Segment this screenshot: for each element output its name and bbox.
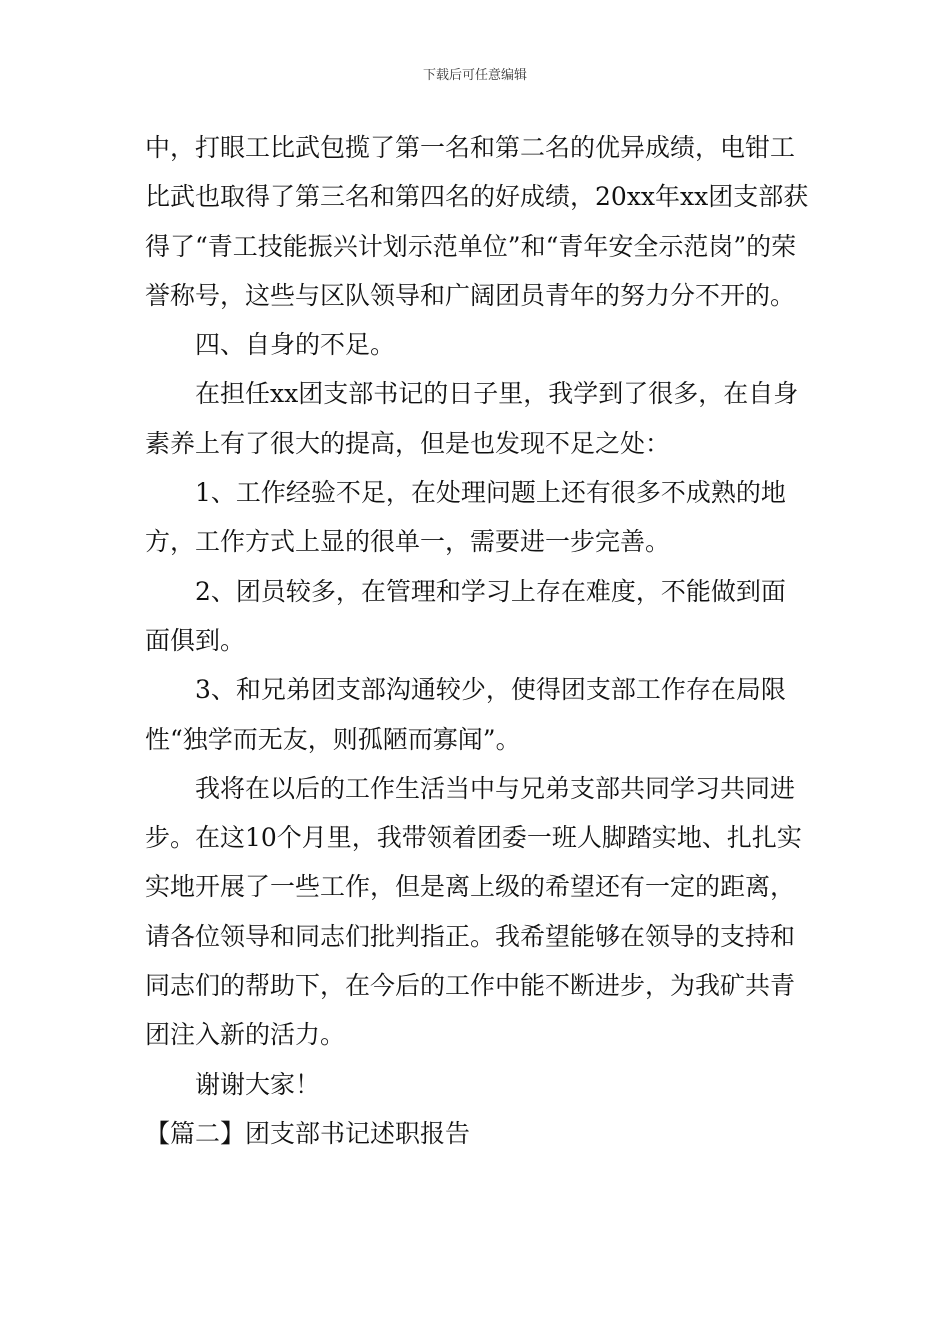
document-body <box>145 123 810 1158</box>
list-item-2: 2、团员较多，在管理和学习上存在难度，不能做到面面俱到。 <box>145 576 786 655</box>
section-heading-shortcomings: 四、自身的不足。 <box>195 330 396 360</box>
list-item-1: 1、工作经验不足，在处理问题上还有很多不成熟的地方，工作方式上显的很单一，需要进一步完善。 <box>145 478 786 557</box>
paragraph-continued: 中，打眼工比武包揽了第一名和第二名的优异成绩，电钳工比武也取得了第三名和第四名的好成绩，20xx年xx团支部获得了“青工技能振兴计划示范单位”和“青年安全示范岗”的荣誉称号，这些与区队领导和广阔团员青年的努力分不开的。 <box>145 133 809 310</box>
paragraph-intro-shortcomings: 在担任xx团支部书记的日子里，我学到了很多，在自身素养上有了很大的提高，但是也发现不足之处： <box>145 379 799 458</box>
section-title-part-two: 【篇二】团支部书记述职报告 <box>145 1118 471 1148</box>
closing-thanks: 谢谢大家！ <box>195 1069 321 1099</box>
paragraph-conclusion: 我将在以后的工作生活当中与兄弟支部共同学习共同进步。在这10个月里，我带领着团委一班人脚踏实地、扎扎实实地开展了一些工作，但是离上级的希望还有一定的距离，请各位领导和同志们批判指正。我希望能够在领导的支持和同志们的帮助下，在今后的工作中能不断进步，为我矿共青团注入新的活力。 <box>145 773 802 1050</box>
list-item-3: 3、和兄弟团支部沟通较少，使得团支部工作存在局限性“独学而无友，则孤陋而寡闻”。 <box>145 675 786 754</box>
page-header-note: 下载后可任意编辑 <box>422 68 527 83</box>
